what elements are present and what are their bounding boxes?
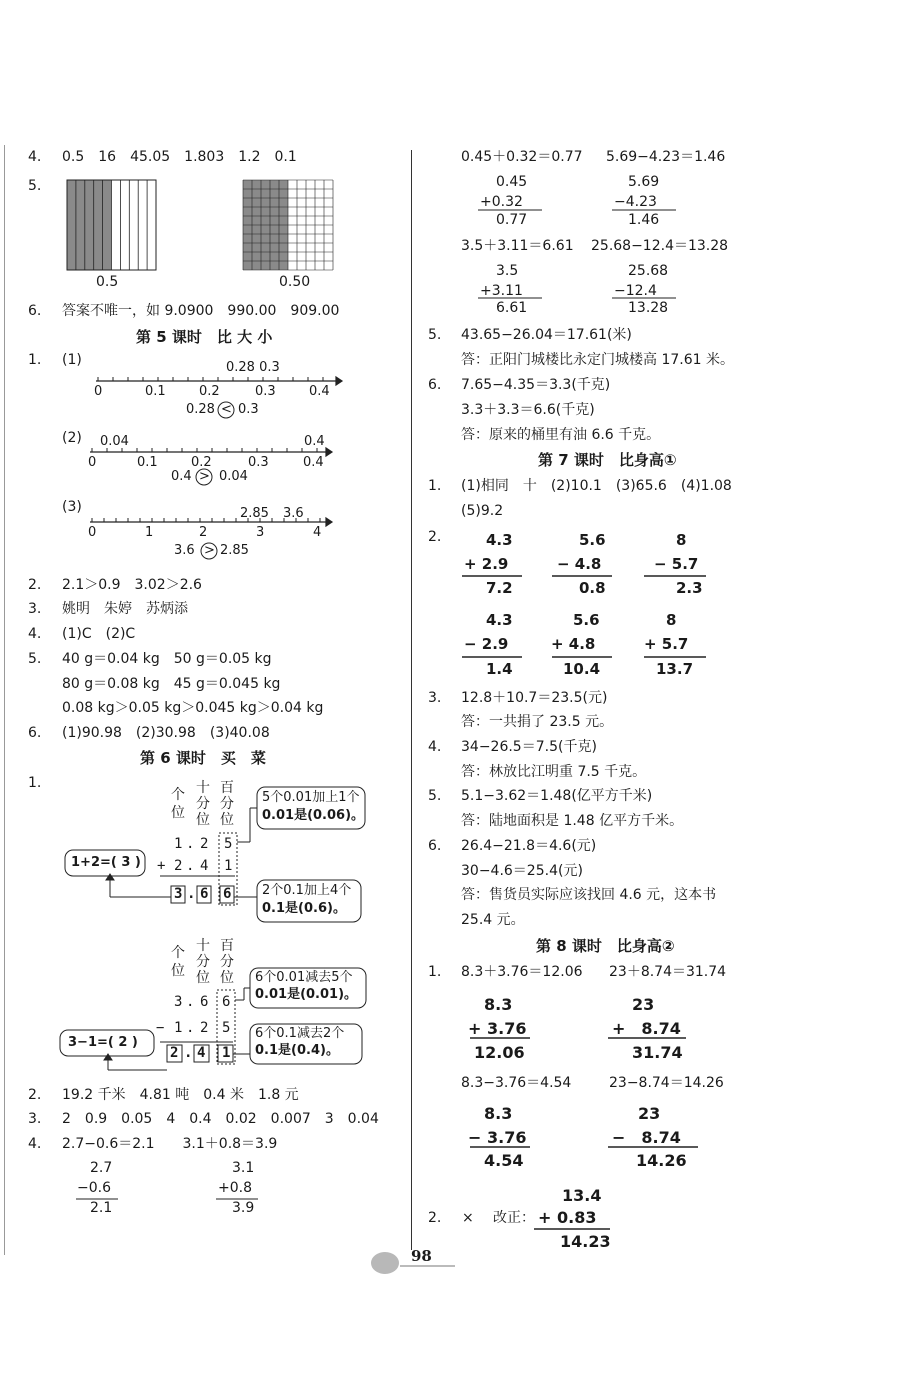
bot-hdr-hundredths-c: 位 xyxy=(220,970,234,986)
nl2-tick-1: 0.1 xyxy=(137,455,158,470)
bot-r2-d3: 5 xyxy=(222,1020,231,1036)
bot-box-left: 3−1=( 2 ) xyxy=(68,1035,138,1050)
q6-number: 6. xyxy=(28,303,42,319)
nl2-tick-0: 0 xyxy=(88,455,97,470)
q4-answer: 0.5 16 45.05 1.803 1.2 0.1 xyxy=(62,149,297,165)
r1-v1-a: 0.45 xyxy=(496,174,528,190)
l6q4-v1-a: 2.7 xyxy=(90,1160,113,1176)
nl2-tick-3: 0.3 xyxy=(248,455,269,470)
l8q1-v2-c: 31.74 xyxy=(632,1043,683,1062)
bot-hdr-tenths-b: 分 xyxy=(196,954,210,970)
bot-hdr-hundredths-b: 分 xyxy=(220,954,234,970)
l5q1-part3: (3) xyxy=(62,499,82,515)
nl1-tick-4: 0.4 xyxy=(309,384,330,399)
l7q2-v6-c: 13.7 xyxy=(656,660,694,678)
nl3-mark-2: 3.6 xyxy=(283,506,304,521)
bot-r2-op: − xyxy=(156,1020,165,1036)
r2-eq2: 25.68−12.4＝13.28 xyxy=(591,238,729,254)
nl3-cmp-right: 2.85 xyxy=(220,543,249,558)
top-r1-d3: 5 xyxy=(224,836,233,852)
bot-res-d3: 1 xyxy=(222,1045,231,1061)
top-hdr-ones: 个 xyxy=(171,787,185,803)
page-number: 98 xyxy=(411,1247,432,1265)
top-res-dot: . xyxy=(187,886,196,902)
l8q1-v1-a: 8.3 xyxy=(484,995,513,1014)
l8q1-v3-c: 4.54 xyxy=(484,1151,524,1170)
nl1-tick-2: 0.2 xyxy=(199,384,220,399)
nl2-mark-1: 0.04 xyxy=(100,434,129,449)
l8q1-eq4: 23−8.74＝14.26 xyxy=(609,1075,724,1091)
l5q2-answer: 2.1＞0.9 3.02＞2.6 xyxy=(62,577,202,593)
nl1-cmp-right: 0.3 xyxy=(238,402,259,417)
lesson6-title: 第 6 课时 买 菜 xyxy=(140,749,266,767)
l6q4-v2-a: 3.1 xyxy=(232,1160,255,1176)
l7q6-number: 6. xyxy=(428,838,442,854)
r1-v2-c: 1.46 xyxy=(628,212,660,228)
l8q1-number: 1. xyxy=(428,964,442,980)
nl1-tick-3: 0.3 xyxy=(255,384,276,399)
r2-v2-b: −12.4 xyxy=(614,283,657,299)
r2-eq1: 3.5＋3.11＝6.61 xyxy=(461,238,574,254)
rq6-line3: 答：原来的桶里有油 6.6 千克。 xyxy=(461,427,661,443)
l6q2-number: 2. xyxy=(28,1087,42,1103)
bot-r1-d2: 6 xyxy=(200,994,209,1010)
bot-hdr-hundredths: 百 xyxy=(220,938,234,954)
l5q5-line2: 80 g＝0.08 kg 45 g＝0.045 kg xyxy=(62,676,281,692)
r1-v2-a: 5.69 xyxy=(628,174,660,190)
l7q1-line1: (1)相同 十 (2)10.1 (3)65.6 (4)1.08 xyxy=(461,478,732,494)
nl1-cmp-symbol: < xyxy=(221,402,232,417)
nl1-tick-1: 0.1 xyxy=(145,384,166,399)
bot-hdr-ones: 个 xyxy=(171,945,185,961)
rq6-line2: 3.3＋3.3＝6.6(千克) xyxy=(461,402,595,418)
l7q2-v1-b: + 2.9 xyxy=(464,555,509,573)
lesson5-title: 第 5 课时 比 大 小 xyxy=(136,328,273,346)
r1-v1-b: +0.32 xyxy=(480,194,523,210)
bot-res-d2: 4 xyxy=(197,1045,206,1061)
l7q2-v5-b: + 4.8 xyxy=(551,635,596,653)
bot-hdr-tenths-c: 位 xyxy=(196,970,210,986)
q5-number: 5. xyxy=(28,178,42,194)
l7q2-number: 2. xyxy=(428,529,442,545)
column-divider xyxy=(411,150,412,1250)
l7q2-v4-c: 1.4 xyxy=(486,660,513,678)
l5q1-number: 1. xyxy=(28,352,42,368)
l7q2-v3-b: − 5.7 xyxy=(654,555,699,573)
bot-hdr-tenths: 十 xyxy=(196,938,210,954)
grid-hundredths xyxy=(243,180,333,270)
l5q6-number: 6. xyxy=(28,725,42,741)
rq6-number: 6. xyxy=(428,377,442,393)
top-box-left: 1+2=( 3 ) xyxy=(71,855,141,870)
nl3-tick-1: 1 xyxy=(145,525,154,540)
l5q3-number: 3. xyxy=(28,601,42,617)
l6q3-answer: 2 0.9 0.05 4 0.4 0.02 0.007 3 0.04 xyxy=(62,1111,379,1127)
l8q1-v3-b: − 3.76 xyxy=(468,1128,527,1147)
l6q4-number: 4. xyxy=(28,1136,42,1152)
l7q1-number: 1. xyxy=(428,478,442,494)
l8q2-c: 14.23 xyxy=(560,1232,611,1251)
l7q5-number: 5. xyxy=(428,788,442,804)
nl3-tick-3: 3 xyxy=(256,525,265,540)
top-r2-d1: 2 xyxy=(174,858,183,874)
q4-number: 4. xyxy=(28,149,42,165)
bot-box-right2: 6个0.1减去2个 xyxy=(255,1026,345,1041)
l7q2-v4-b: − 2.9 xyxy=(464,635,509,653)
bot-r1-d1: 3 xyxy=(174,994,183,1010)
l6q4-v1-c: 2.1 xyxy=(90,1200,113,1216)
l7q4-line2: 答：林放比江明重 7.5 千克。 xyxy=(461,764,647,780)
l5q5-number: 5. xyxy=(28,651,42,667)
top-hdr-hundredths: 百 xyxy=(220,780,234,796)
top-box-right1: 5个0.01加上1个 xyxy=(262,790,360,805)
r2-v2-a: 25.68 xyxy=(628,263,669,279)
bot-hdr-ones-b: 位 xyxy=(171,963,185,979)
nl2-cmp-left: 0.4 xyxy=(171,469,192,484)
bot-box-right1b: 0.01是(0.01)。 xyxy=(255,987,358,1002)
top-r1-d1: 1 xyxy=(174,836,183,852)
l8q1-eq1: 8.3＋3.76＝12.06 xyxy=(461,964,583,980)
grid-tenths xyxy=(67,180,156,270)
l7q3-line1: 12.8＋10.7＝23.5(元) xyxy=(461,690,608,706)
l8q1-v3-a: 8.3 xyxy=(484,1104,513,1123)
l7q2-v2-b: − 4.8 xyxy=(557,555,602,573)
l7q2-v3-a: 8 xyxy=(676,531,687,549)
nl2-tick-4: 0.4 xyxy=(303,455,324,470)
nl3-tick-4: 4 xyxy=(313,525,322,540)
l7q5-line2: 答：陆地面积是 1.48 亿平方千米。 xyxy=(461,813,684,829)
l7q3-number: 3. xyxy=(428,690,442,706)
nl3-cmp-left: 3.6 xyxy=(174,543,195,558)
l8q2-b: + 0.83 xyxy=(538,1208,597,1227)
l7q2-v4-a: 4.3 xyxy=(486,611,513,629)
l7q3-line2: 答：一共捐了 23.5 元。 xyxy=(461,714,614,730)
l6q4-v1-b: −0.6 xyxy=(77,1180,111,1196)
r2-v1-a: 3.5 xyxy=(496,263,519,279)
l6q1-number: 1. xyxy=(28,775,42,791)
r2-v2-c: 13.28 xyxy=(628,300,669,316)
l5q3-answer: 姚明 朱婷 苏炳添 xyxy=(62,601,188,617)
l5q2-number: 2. xyxy=(28,577,42,593)
top-box-right2b: 0.1是(0.6)。 xyxy=(262,901,346,916)
l8q1-v4-a: 23 xyxy=(638,1104,661,1123)
l8q1-eq2: 23＋8.74＝31.74 xyxy=(609,964,727,980)
nl3-cmp-symbol: > xyxy=(204,543,215,558)
top-box-right2: 2个0.1加上4个 xyxy=(262,883,352,898)
bot-r2-d1: 1 xyxy=(174,1020,183,1036)
top-res-d2: 6 xyxy=(200,886,209,902)
l6q3-number: 3. xyxy=(28,1111,42,1127)
l7q1-line2: (5)9.2 xyxy=(461,503,504,519)
top-hdr-tenths: 十 xyxy=(196,780,210,796)
l7q2-v6-a: 8 xyxy=(666,611,677,629)
rq5-number: 5. xyxy=(428,327,442,343)
r2-v1-b: +3.11 xyxy=(480,283,523,299)
l8q1-v2-a: 23 xyxy=(632,995,655,1014)
l5q4-answer: (1)C (2)C xyxy=(62,626,136,642)
l6q2-answer: 19.2 千米 4.81 吨 0.4 米 1.8 元 xyxy=(62,1087,299,1103)
q6-answer: 答案不唯一，如 9.0900 990.00 909.00 xyxy=(62,303,340,319)
l7q2-v2-c: 0.8 xyxy=(579,579,606,597)
left-edge-line xyxy=(4,145,5,1255)
l7q2-v1-c: 7.2 xyxy=(486,579,513,597)
grid-a-label: 0.5 xyxy=(96,274,119,290)
rq5-line1: 43.65−26.04＝17.61(米) xyxy=(461,327,632,343)
nl1-marks: 0.28 0.3 xyxy=(226,360,280,375)
l5q1-part1: (1) xyxy=(62,352,82,368)
l5q1-part2: (2) xyxy=(62,430,82,446)
top-r2-dot: . xyxy=(186,858,195,874)
top-r2-d3: 1 xyxy=(224,858,233,874)
l8q1-v2-b: + 8.74 xyxy=(612,1019,681,1038)
l6q4-v2-c: 3.9 xyxy=(232,1200,255,1216)
top-r1-dot: . xyxy=(186,836,195,852)
l7q5-line1: 5.1−3.62＝1.48(亿平方千米) xyxy=(461,788,653,804)
top-r1-d2: 2 xyxy=(200,836,209,852)
top-box-right1b: 0.01是(0.06)。 xyxy=(262,808,365,823)
bot-r2-d2: 2 xyxy=(200,1020,209,1036)
nl2-tick-2: 0.2 xyxy=(191,455,212,470)
lesson7-title: 第 7 课时 比身高① xyxy=(538,451,677,469)
l8q2-a: 13.4 xyxy=(562,1186,602,1205)
lesson8-title: 第 8 课时 比身高② xyxy=(536,937,675,955)
nl2-cmp-right: 0.04 xyxy=(219,469,248,484)
l7q2-v3-c: 2.3 xyxy=(676,579,703,597)
l5q5-line3: 0.08 kg＞0.05 kg＞0.045 kg＞0.04 kg xyxy=(62,700,324,716)
l7q6-line2: 30−4.6＝25.4(元) xyxy=(461,863,583,879)
l7q6-line1: 26.4−21.8＝4.6(元) xyxy=(461,838,597,854)
nl2-mark-2: 0.4 xyxy=(304,434,325,449)
top-res-d3: 6 xyxy=(223,886,232,902)
bot-res-d1: 2 xyxy=(170,1045,179,1061)
nl1-cmp-left: 0.28 xyxy=(186,402,215,417)
grid-b-label: 0.50 xyxy=(279,274,311,290)
top-res-d1: 3 xyxy=(174,886,183,902)
rq5-line2: 答：正阳门城楼比永定门城楼高 17.61 米。 xyxy=(461,352,734,368)
nl3-tick-2: 2 xyxy=(199,525,208,540)
l5q6-answer: (1)90.98 (2)30.98 (3)40.08 xyxy=(62,725,270,741)
l8q1-v1-c: 12.06 xyxy=(474,1043,525,1062)
r1-eq2: 5.69−4.23＝1.46 xyxy=(606,149,726,165)
l8q2-label: 改正： xyxy=(493,1210,535,1226)
top-r2-op: + xyxy=(157,858,166,874)
top-hdr-tenths-b: 分 xyxy=(196,796,210,812)
top-r2-d2: 4 xyxy=(200,858,209,874)
bot-box-right1: 6个0.01减去5个 xyxy=(255,970,353,985)
l8q1-v1-b: + 3.76 xyxy=(468,1019,527,1038)
l7q2-v1-a: 4.3 xyxy=(486,531,513,549)
top-hdr-hundredths-c: 位 xyxy=(220,812,234,828)
rq6-line1: 7.65−4.35＝3.3(千克) xyxy=(461,377,611,393)
l6q4-v2-b: +0.8 xyxy=(218,1180,252,1196)
nl1-tick-0: 0 xyxy=(94,384,103,399)
l7q2-v6-b: + 5.7 xyxy=(644,635,689,653)
l7q6-line4: 25.4 元。 xyxy=(461,912,525,928)
l7q2-v5-a: 5.6 xyxy=(573,611,600,629)
l8q2-number: 2. xyxy=(428,1210,442,1226)
l7q4-number: 4. xyxy=(428,739,442,755)
l6q4-equations: 2.7−0.6＝2.1 3.1＋0.8＝3.9 xyxy=(62,1136,278,1152)
l7q4-line1: 34−26.5＝7.5(千克) xyxy=(461,739,597,755)
bot-r1-d3: 6 xyxy=(222,994,231,1010)
l5q4-number: 4. xyxy=(28,626,42,642)
top-hdr-hundredths-b: 分 xyxy=(220,796,234,812)
top-hdr-ones-b: 位 xyxy=(171,805,185,821)
top-hdr-tenths-c: 位 xyxy=(196,812,210,828)
l8q1-v4-c: 14.26 xyxy=(636,1151,687,1170)
r2-v1-c: 6.61 xyxy=(496,300,528,316)
nl3-mark-1: 2.85 xyxy=(240,506,269,521)
bot-box-right2b: 0.1是(0.4)。 xyxy=(255,1043,339,1058)
r1-eq1: 0.45＋0.32＝0.77 xyxy=(461,149,583,165)
l8q2-mark: × xyxy=(462,1210,474,1226)
bot-r2-dot: . xyxy=(186,1020,195,1036)
l8q1-eq3: 8.3−3.76＝4.54 xyxy=(461,1075,572,1091)
l8q1-v4-b: − 8.74 xyxy=(612,1128,681,1147)
l7q2-v5-c: 10.4 xyxy=(563,660,601,678)
bot-res-dot: . xyxy=(184,1045,193,1061)
nl2-cmp-symbol: > xyxy=(199,469,210,484)
bot-r1-dot: . xyxy=(186,994,195,1010)
r1-v2-b: −4.23 xyxy=(614,194,657,210)
l7q2-v2-a: 5.6 xyxy=(579,531,606,549)
nl3-tick-0: 0 xyxy=(88,525,97,540)
r1-v1-c: 0.77 xyxy=(496,212,528,228)
l5q5-line1: 40 g＝0.04 kg 50 g＝0.05 kg xyxy=(62,651,272,667)
l7q6-line3: 答：售货员实际应该找回 4.6 元，这本书 xyxy=(461,887,717,903)
